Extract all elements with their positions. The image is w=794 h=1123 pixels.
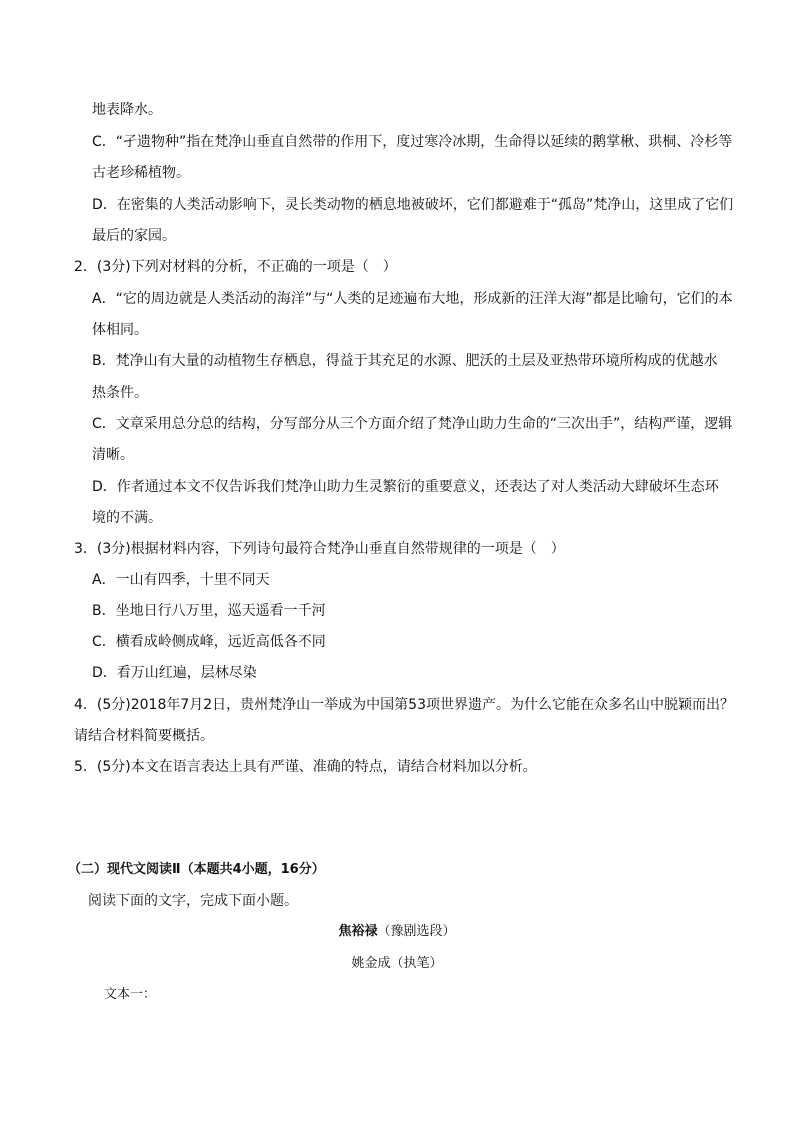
passage-title-sub: （豫剧选段） <box>377 924 456 939</box>
q2-option-d-line1: D．作者通过本文不仅告诉我们梵净山助力生灵繁衍的重要意义，还表达了对人类活动大肆破坏生态环 <box>92 479 719 495</box>
passage-author: 姚金成（执笔） <box>351 956 443 971</box>
passage-title-main: 焦裕禄 <box>338 924 378 939</box>
q2-option-b-line1: B．梵净山有大量的动植物生存栖息，得益于其充足的水源、肥沃的土层及亚热带环境所构成的优越水 <box>92 353 718 369</box>
q2-option-a-line1: A．“它的周边就是人类活动的海洋”与“人类的足迹遍布大地，形成新的汪洋大海”都是比喻句，它们的本 <box>92 291 733 307</box>
q2-option-a-line2: 体相同。 <box>92 322 148 338</box>
section-heading: （二）现代文阅读Ⅱ（本题共4小题，16分） <box>68 862 325 877</box>
q1-option-d-line2: 最后的家园。 <box>92 228 176 244</box>
q3-option-b: B．坐地日行八万里，巡天遥看一千河 <box>92 603 326 619</box>
text-one-label: 文本一： <box>104 987 157 1002</box>
q4-line1: 4．(5分)2018年7月2日，贵州梵净山一举成为中国第53项世界遗产。为什么它能在众多名山中脱颖而出？ <box>74 697 734 713</box>
q1-option-d-line1: D．在密集的人类活动影响下，灵长类动物的栖息地被破坏，它们都避难于“孤岛”梵净山，这里成了它们 <box>92 197 734 213</box>
q1-option-b-continuation: 地表降水。 <box>92 102 162 118</box>
q3-option-c: C．横看成岭侧成峰，远近高低各不同 <box>92 634 326 650</box>
q4-line2: 请结合材料简要概括。 <box>74 728 214 744</box>
q2-option-d-line2: 境的不满。 <box>92 510 162 526</box>
passage-title <box>0 922 794 942</box>
q2-option-c-line1: C．文章采用总分总的结构，分写部分从三个方面介绍了梵净山助力生命的“三次出手”，结构严谨，逻辑 <box>92 416 733 432</box>
q3-stem: 3．(3分)根据材料内容，下列诗句最符合梵净山垂直自然带规律的一项是（ ） <box>74 541 565 557</box>
q3-option-d: D．看万山红遍，层林尽染 <box>92 665 257 681</box>
q1-option-c-line2: 古老珍稀植物。 <box>92 165 190 181</box>
q2-option-b-line2: 热条件。 <box>92 385 148 401</box>
q1-option-c-line1: C．“孑遗物种”指在梵净山垂直自然带的作用下，度过寒冷冰期，生命得以延续的鹅掌楸、珙桐、冷杉等 <box>92 134 733 150</box>
q2-option-c-line2: 清晰。 <box>92 447 134 463</box>
q5-line1: 5．(5分)本文在语言表达上具有严谨、准确的特点，请结合材料加以分析。 <box>74 759 537 775</box>
q2-stem: 2．(3分)下列对材料的分析，不正确的一项是（ ） <box>74 259 397 275</box>
q3-option-a: A．一山有四季，十里不同天 <box>92 572 270 588</box>
reading-instruction: 阅读下面的文字，完成下面小题。 <box>88 893 298 909</box>
